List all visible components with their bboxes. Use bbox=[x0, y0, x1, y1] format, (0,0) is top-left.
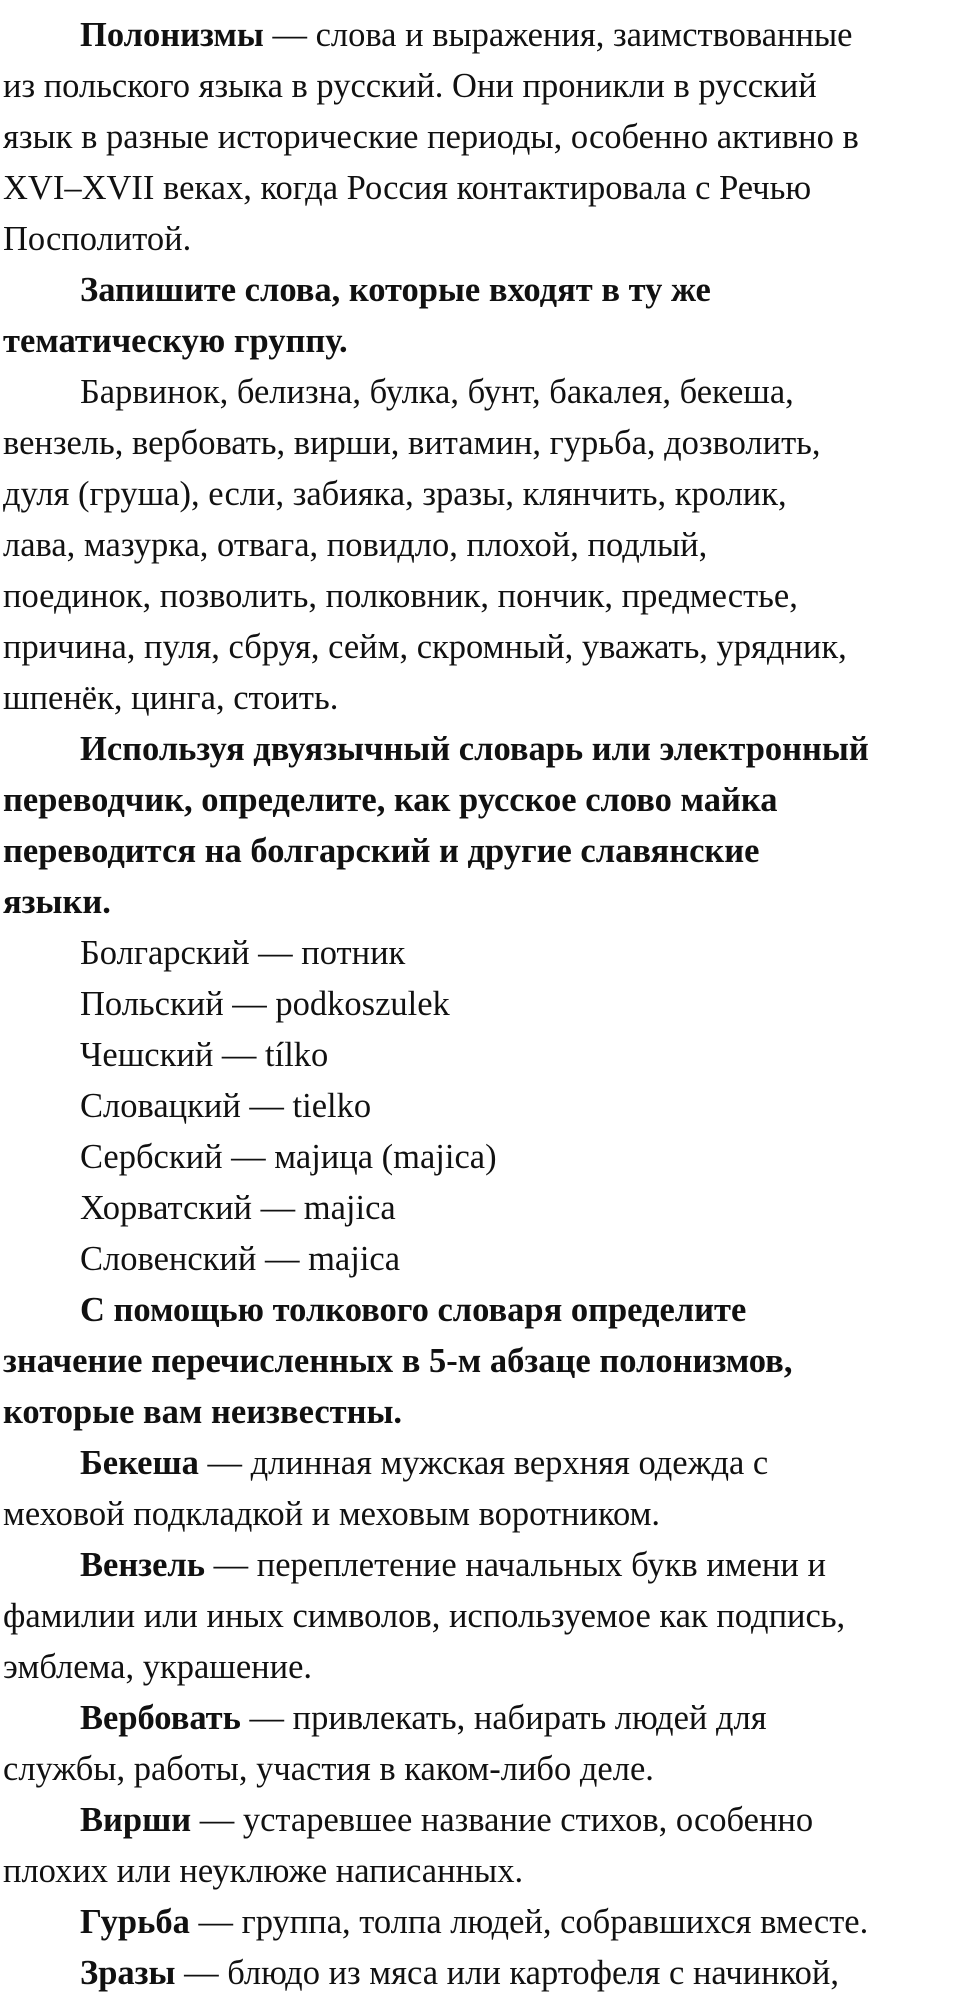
definition-gurba-text: — группа, толпа людей, собравшихся вместе. bbox=[189, 1903, 869, 1941]
definition-verbovat-line-1 bbox=[3, 1693, 960, 1744]
word-list-line-4: лава, мазурка, отвага, повидло, плохой, подлый, bbox=[3, 526, 708, 564]
definition-bekesha-line-2: меховой подкладкой и меховым воротником. bbox=[3, 1495, 661, 1533]
definition-verbovat-text: — привлекать, набирать людей для bbox=[240, 1699, 767, 1737]
word-list-line-5: поединок, позволить, полковник, пончик, предместье, bbox=[3, 577, 798, 615]
intro-line-2: из польского языка в русский. Они проникли в русский bbox=[3, 67, 817, 105]
word-list-line-1: Барвинок, белизна, булка, бунт, бакалея, бекеша, bbox=[80, 373, 794, 411]
task-3-line-3: которые вам неизвестны. bbox=[3, 1393, 403, 1431]
definition-bekesha-text: — длинная мужская верхняя одежда с bbox=[198, 1444, 769, 1482]
word-list-line-6: причина, пуля, сбруя, сейм, скромный, уважать, урядник, bbox=[3, 628, 847, 666]
term-bekesha: Бекеша bbox=[80, 1444, 199, 1482]
intro-line-4: XVI–XVII веках, когда Россия контактировала с Речью bbox=[3, 169, 812, 207]
translation-croatian: Хорватский — majica bbox=[80, 1189, 396, 1227]
definition-venzel-line-1 bbox=[3, 1540, 960, 1591]
definition-virshi-line-1 bbox=[3, 1795, 960, 1846]
definition-gurba-line-1 bbox=[3, 1897, 960, 1948]
translation-serbian: Сербский — мајица (majica) bbox=[80, 1138, 497, 1176]
task-1-line-2: тематическую группу. bbox=[3, 322, 348, 360]
definition-zrazy-text: — блюдо из мяса или картофеля с начинкой, bbox=[175, 1954, 839, 1992]
task-2-line-2: переводчик, определите, как русское слово майка bbox=[3, 781, 778, 819]
task-3-line-2: значение перечисленных в 5-м абзаце полонизмов, bbox=[3, 1342, 793, 1380]
definition-venzel-line-3: эмблема, украшение. bbox=[3, 1648, 313, 1686]
intro-paragraph bbox=[3, 10, 960, 61]
translation-polish: Польский — podkoszulek bbox=[80, 985, 450, 1023]
intro-line-1 bbox=[3, 10, 960, 61]
definition-venzel-text: — переплетение начальных букв имени и bbox=[204, 1546, 826, 1584]
task-2-line-3: переводится на болгарский и другие славянские bbox=[3, 832, 760, 870]
translation-czech: Чешский — tílko bbox=[80, 1036, 329, 1074]
intro-line-1-text: — слова и выражения, заимствованные bbox=[263, 16, 853, 54]
word-list-line-2: вензель, вербовать, вирши, витамин, гурьба, дозволить, bbox=[3, 424, 821, 462]
intro-line-5: Посполитой. bbox=[3, 220, 192, 258]
definition-venzel-line-2: фамилии или иных символов, используемое как подпись, bbox=[3, 1597, 846, 1635]
term-gurba: Гурьба bbox=[80, 1903, 190, 1941]
word-list-line-3: дуля (груша), если, забияка, зразы, клянчить, кролик, bbox=[3, 475, 787, 513]
definition-bekesha-line-1 bbox=[3, 1438, 960, 1489]
word-list-line-7: шпенёк, цинга, стоить. bbox=[3, 679, 339, 717]
definition-verbovat-line-2: службы, работы, участия в каком-либо деле. bbox=[3, 1750, 654, 1788]
translation-slovak: Словацкий — tielko bbox=[80, 1087, 372, 1125]
task-2-line-1: Используя двуязычный словарь или электронный bbox=[80, 730, 869, 768]
term-verbovat: Вербовать bbox=[80, 1699, 241, 1737]
definition-zrazy-line-1 bbox=[3, 1948, 960, 1999]
term-virshi: Вирши bbox=[80, 1801, 192, 1839]
term-venzel: Вензель bbox=[80, 1546, 205, 1584]
term-zrazy: Зразы bbox=[80, 1954, 176, 1992]
translation-bulgarian: Болгарский — потник bbox=[80, 934, 406, 972]
task-2-line-4: языки. bbox=[3, 883, 111, 921]
intro-line-3: язык в разные исторические периоды, особенно активно в bbox=[3, 118, 859, 156]
definition-virshi-line-2: плохих или неуклюже написанных. bbox=[3, 1852, 524, 1890]
task-3-line-1: С помощью толкового словаря определите bbox=[80, 1291, 747, 1329]
translation-slovenian: Словенский — majica bbox=[80, 1240, 401, 1278]
definition-virshi-text: — устаревшее название стихов, особенно bbox=[191, 1801, 814, 1839]
task-1-line-1: Запишите слова, которые входят в ту же bbox=[80, 271, 711, 309]
term-polonizmy: Полонизмы bbox=[80, 16, 264, 54]
